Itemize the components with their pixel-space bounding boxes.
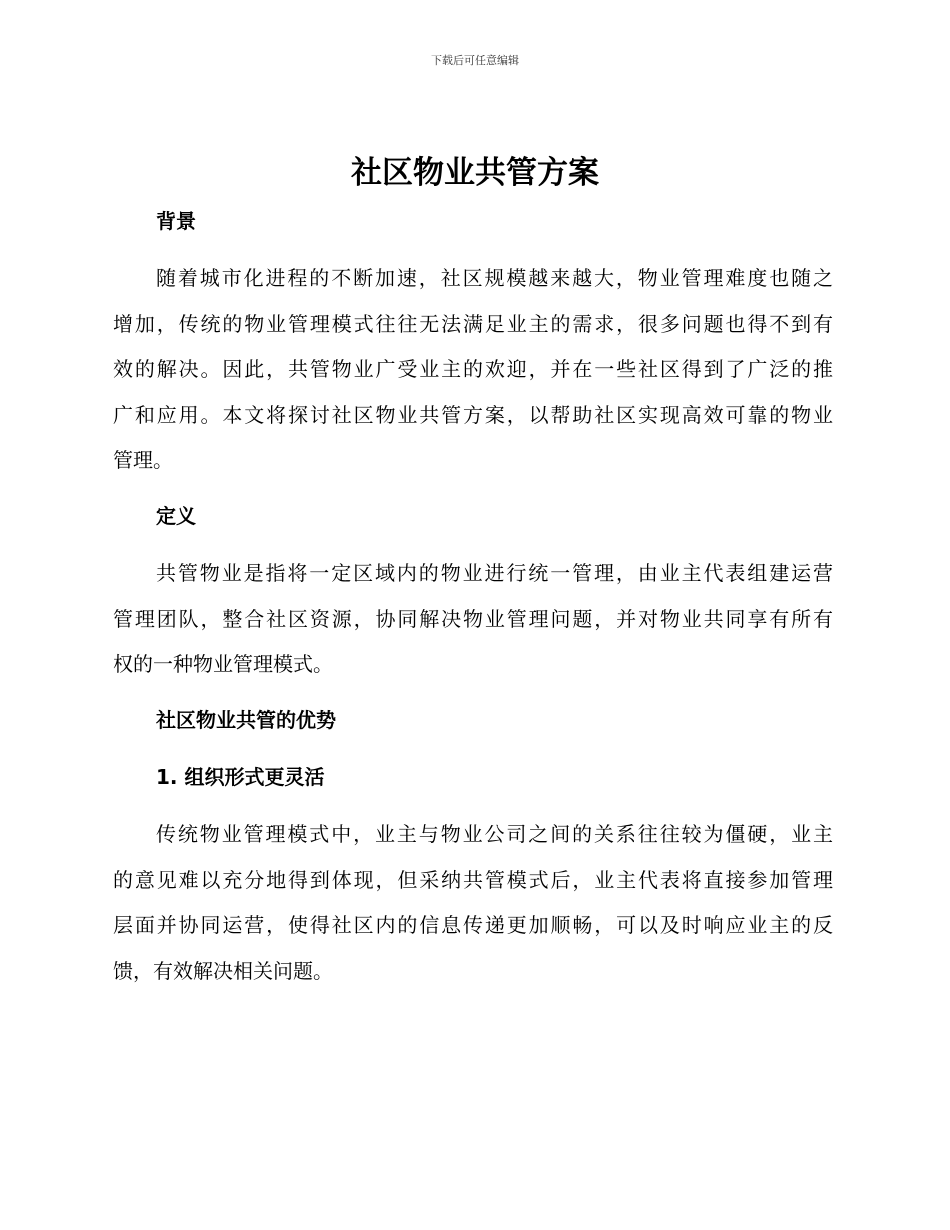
paragraph-line: 传统物业管理模式中，业主与物业公司之间的关系往往较为僵硬，业主 xyxy=(156,822,833,846)
section-heading-definition: 定义 xyxy=(156,504,196,528)
subsection-heading-flexible-organization: 1. 组织形式更灵活 xyxy=(156,765,325,789)
document-title: 社区物业共管方案 xyxy=(351,155,599,191)
paragraph-definition xyxy=(113,551,833,688)
paragraph-line: 增加，传统的物业管理模式往往无法满足业主的需求，很多问题也得不到有 xyxy=(113,311,833,336)
paragraph-line: 馈，有效解决相关问题。 xyxy=(113,958,333,983)
paragraph-line: 随着城市化进程的不断加速，社区规模越来越大，物业管理难度也随之 xyxy=(156,266,833,290)
page-header-note: 下载后可任意编辑 xyxy=(431,54,519,67)
paragraph-line: 共管物业是指将一定区域内的物业进行统一管理，由业主代表组建运营 xyxy=(156,561,833,585)
paragraph-background xyxy=(113,256,833,484)
paragraph-line: 管理。 xyxy=(113,448,173,472)
paragraph-flexible-organization xyxy=(113,812,833,994)
paragraph-line: 效的解决。因此，共管物业广受业主的欢迎，并在一些社区得到了广泛的推 xyxy=(113,357,833,381)
section-heading-advantages: 社区物业共管的优势 xyxy=(156,708,336,732)
paragraph-line: 的意见难以充分地得到体现，但采纳共管模式后，业主代表将直接参加管理 xyxy=(113,867,833,892)
paragraph-line: 层面并协同运营，使得社区内的信息传递更加顺畅，可以及时响应业主的反 xyxy=(113,913,833,937)
paragraph-line: 权的一种物业管理模式。 xyxy=(113,652,333,676)
section-heading-background: 背景 xyxy=(156,209,196,233)
paragraph-line: 管理团队，整合社区资源，协同解决物业管理问题，并对物业共同享有所有 xyxy=(113,606,833,631)
paragraph-line: 广和应用。本文将探讨社区物业共管方案，以帮助社区实现高效可靠的物业 xyxy=(113,402,833,427)
